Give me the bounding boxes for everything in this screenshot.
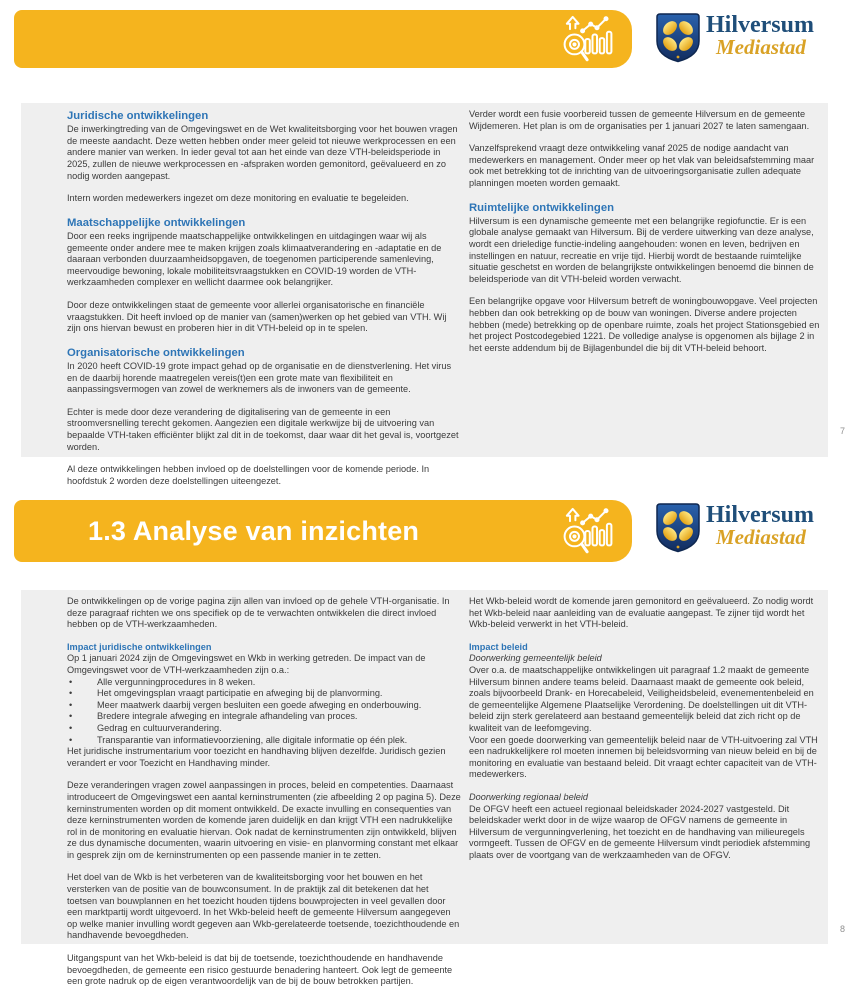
italic-subheading: Doorwerking gemeentelijk beleid <box>469 653 602 664</box>
bullet-item: • Bredere integrale afweging en integrale afhandeling van proces. <box>67 711 461 723</box>
bullet-item: • Gedrag en cultuurverandering. <box>67 723 461 735</box>
hilversum-logo <box>656 13 814 63</box>
paragraph: In 2020 heeft COVID-19 grote impact gehad op de organisatie en de dienstverlening. Het virus en de daarbij horende maatregelen vereis(t)en een grote mate van flexibiliteit en aanpassingsvermogen van zowel de werknemers als de inwoners van de gemeente. <box>67 360 452 395</box>
left-column <box>67 109 461 498</box>
content-panel <box>21 103 828 486</box>
paragraph: Deze veranderingen vragen zowel aanpassingen in proces, beleid en competenties. Daarnaast introduceert de Omgevingswet een aantal kerninstrumenten (zie afbeelding 2 op pagina 5). Deze kerninstrumenten worden op dit moment ontwikkeld. De exacte invulling en consequenties van deze kerninstrumenten worden de komende jaren duidelijk en dan krijgt VTH een nadrukkelijke rol in de monitoring en evaluatie hiervan. Ook nadat de kerninstrumenten zijn ontwikkeld, blijven ze dus dynamische documenten, waarin uitvoering en visie- en planvorming constant met elkaar in gesprek zijn om de kerninstrumenten op een passende manier in te zetten. <box>67 780 461 860</box>
paragraph: Voor een goede doorwerking van gemeentelijk beleid naar de VTH-uitvoering zal VTH een nadrukkelijkere rol moeten innemen bij beleidsvorming van nieuw beleid en bij de monitoring en evaluatie van bestaand beleid. Dit vraagt echter capaciteit van de VTH-medewerkers. <box>469 734 818 780</box>
section-heading: Juridische ontwikkelingen <box>67 110 209 122</box>
sub-heading: Impact juridische ontwikkelingen <box>67 641 212 652</box>
paragraph: Verder wordt een fusie voorbereid tussen de gemeente Hilversum en de gemeente Wijdemeren. Het plan is om de organisaties per 1 januari 2027 te laten samengaan. <box>469 109 810 131</box>
bullet-item: • Alle vergunningprocedures in 8 weken. <box>67 677 461 689</box>
logo-title: Hilversum <box>706 502 814 528</box>
logo-text <box>706 13 814 57</box>
magnifier-chart-icon <box>560 504 616 558</box>
right-column <box>469 109 821 365</box>
paragraph: De ontwikkelingen op de vorige pagina zijn allen van invloed op de gehele VTH-organisatie. In deze paragraaf richten we ons specifiek op de te verwachten ontwikkelen die direct invloed hebben op de VTH-werkzaamheden. <box>67 596 450 630</box>
logo-text <box>706 503 814 547</box>
paragraph: Al deze ontwikkelingen hebben invloed op de doelstellingen voor de komende periode. In hoofdstuk 2 worden deze doelstellingen uiteengezet. <box>67 464 430 486</box>
hilversum-logo <box>656 503 814 553</box>
paragraph: De OFGV heeft een actueel regionaal beleidskader 2024-2027 vastgesteld. Dit beleidskader werkt door in de wijze waarop de OFGV namens de gemeente in Hilversum de vergunningverlening, het toezicht en de handhaving van milieuregels vormgeeft. Tussen de OFGV en de gemeente Hilversum vindt periodiek afstemming plaats over de voortgang van de werkzaamheden van de OFGV. <box>469 803 811 860</box>
page-header-bar <box>14 10 632 68</box>
bullet-list <box>67 677 461 747</box>
paragraph: Hilversum is een dynamische gemeente met een belangrijke regiofunctie. Er is een globale analyse gemaakt van Hilversum. Bij de verdere uitwerking van deze analyse, wordt een drieledige functie-indeling aangehouden: wonen en leven, bedrijven en instellingen en natuur, recreatie en vrije tijd. Hierbij wordt de bestaande ruimtelijke situatie geschetst en worden de belangrijkste ontwikkelingen benoemd die binnen de beleidsperiode van dit VTH-beleid worden verwacht. <box>469 215 814 284</box>
hilversum-shield-icon <box>656 13 700 63</box>
paragraph: Door een reeks ingrijpende maatschappelijke ontwikkelingen en uitdagingen waar wij als gemeente onder andere mee te maken krijgen zoals klimaatverandering en -adaptatie en de daaraan verbonden duurzaamheidsopgaven, de toegenomen participerende samenleving, meervoudige bewoning, lokale mobiliteitsvraagstukken en COVID-19 worden de VTH-werkzaamheden complexer en wellicht daarmee ook belangrijker. <box>67 231 442 288</box>
paragraph: Echter is mede door deze verandering de digitalisering van de gemeente in een stroomversnelling terecht gekomen. Aangezien een digitale werkwijze bij de uitvoering van bepaalde VTH-taken efficiënter blijkt zal dit in de toekomst, daar waar dit het geval is, voortgezet worden. <box>67 406 459 452</box>
paragraph: Een belangrijke opgave voor Hilversum betreft de woningbouwopgave. Veel projecten hebben dan ook betrekking op de bouw van woningen. Diverse andere projecten hebben (mede) betrekking op de openbare ruimte, zoals het project Stationsgebied en het project Postcodegebied 1221. De volledige analyse is opgenomen als bijlage 2 in het eerste addendum bij de Bijlagenbundel die bij dit VTH-beleid behoort. <box>469 296 820 353</box>
page-number: 8 <box>840 924 846 934</box>
magnifier-chart-icon <box>560 12 616 66</box>
page-number: 7 <box>840 426 846 436</box>
section-heading: Maatschappelijke ontwikkelingen <box>67 216 246 229</box>
paragraph: Uitgangspunt van het Wkb-beleid is dat bij de toetsende, toezichthoudende en handhavende bevoegdheden, de gemeente een risico gestuurde benadering hanteert. Ook legt de gemeente een grote nadruk op de eigen verantwoordelijk van de bij de bouw betrokken partijen. <box>67 953 453 987</box>
page-header-title: 1.3 Analyse van inzichten <box>88 515 420 546</box>
paragraph: De inwerkingtreding van de Omgevingswet en de Wet kwaliteitsborging voor het bouwen vragen de meeste aandacht. Deze wetten hebben onder meer geleid tot nieuwe werkprocessen en een andere manier van werken. In ieder geval tot aan het einde van deze VTH-beleidsperiode in 2025, zullen de nieuwe werkprocessen en -afspraken worden gemonitord, geëvalueerd en zo nodig worden aangepast. <box>67 124 458 181</box>
content-panel <box>21 590 828 987</box>
paragraph: Door deze ontwikkelingen staat de gemeente voor allerlei organisatorische en financiële vraagstukken. Dit heeft invloed op de manier van (samen)werken op het gebied van VTH. Wij zijn ons hiervan bewust en proberen hier in dit VTH-beleid op in te spelen. <box>67 299 447 334</box>
paragraph: Vanzelfsprekend vraagt deze ontwikkeling vanaf 2025 de nodige aandacht van medewerkers en management. Onder meer op het vlak van beleidsafstemming maar ook met betrekking tot de inrichting van de uitvoeringsorganisatie zullen adequate planningen moeten worden gemaakt. <box>469 143 815 188</box>
right-column <box>469 596 821 861</box>
paragraph: Het juridische instrumentarium voor toezicht en handhaving blijven dezelfde. Juridisch gezien verandert er voor Toezicht en Handhaving minder. <box>67 746 446 768</box>
bullet-item: • Het omgevingsplan vraagt participatie en afweging bij de planvorming. <box>67 688 461 700</box>
bullet-item: • Meer maatwerk daarbij vergen besluiten een goede afweging en onderbouwing. <box>67 700 461 712</box>
italic-subheading: Doorwerking regionaal beleid <box>469 791 588 802</box>
paragraph: Over o.a. de maatschappelijke ontwikkelingen uit paragraaf 1.2 maakt de gemeente Hilversum binnen andere teams beleid. Daarnaast maakt de gemeente ook beleid, zoals bijvoorbeeld Drank- en Horecabeleid, Veiligheidsbeleid, evenementenbeleid en de gemeentelijke Algemene Plaatselijke Verordening. De doelstellingen uit dit VTH-beleid zijn sterk gerelateerd aan bestaand gemeentelijk beleid dat zich richt op de kwaliteit van de leefomgeving. <box>469 664 814 733</box>
left-column <box>67 596 461 999</box>
section-heading: Ruimtelijke ontwikkelingen <box>469 201 615 214</box>
logo-subtitle: Mediastad <box>716 35 806 59</box>
logo-title: Hilversum <box>706 12 814 38</box>
paragraph: Het Wkb-beleid wordt de komende jaren gemonitord en geëvalueerd. Zo nodig wordt het Wkb-beleid naar aanleiding van de evaluatie aangepast. Te zijner tijd wordt het Wkb-beleid verwerkt in het VTH-beleid. <box>469 596 814 630</box>
bullet-item: • Transparantie van informatievoorziening, alle digitale informatie op één plek. <box>67 735 461 747</box>
paragraph: Intern worden medewerkers ingezet om deze monitoring en evaluatie te begeleiden. <box>67 193 409 204</box>
page-header-bar <box>14 500 632 562</box>
paragraph: Het doel van de Wkb is het verbeteren van de kwaliteitsborging voor het bouwen en het versterken van de positie van de bouwconsument. In de praktijk zal dit betekenen dat het toetsen van bouwplannen en het toezicht houden tijdens bouwprojecten in veel gevallen door een marktpartij wordt uitgevoerd. In het Wkb-beleid heeft de gemeente Hilversum aangegeven op welke manier invulling wordt gegeven aan Wkb-gerelateerde toetsende, toezichthoudende en handhavende bevoegdheden. <box>67 872 460 941</box>
hilversum-shield-icon <box>656 503 700 553</box>
paragraph: Op 1 januari 2024 zijn de Omgevingswet en Wkb in werking getreden. De impact van de Omgevingswet voor de VTH-werkzaamheden zijn o.a.: <box>67 653 426 675</box>
logo-subtitle: Mediastad <box>716 525 806 549</box>
section-heading: Organisatorische ontwikkelingen <box>67 346 245 359</box>
sub-heading: Impact beleid <box>469 641 528 652</box>
